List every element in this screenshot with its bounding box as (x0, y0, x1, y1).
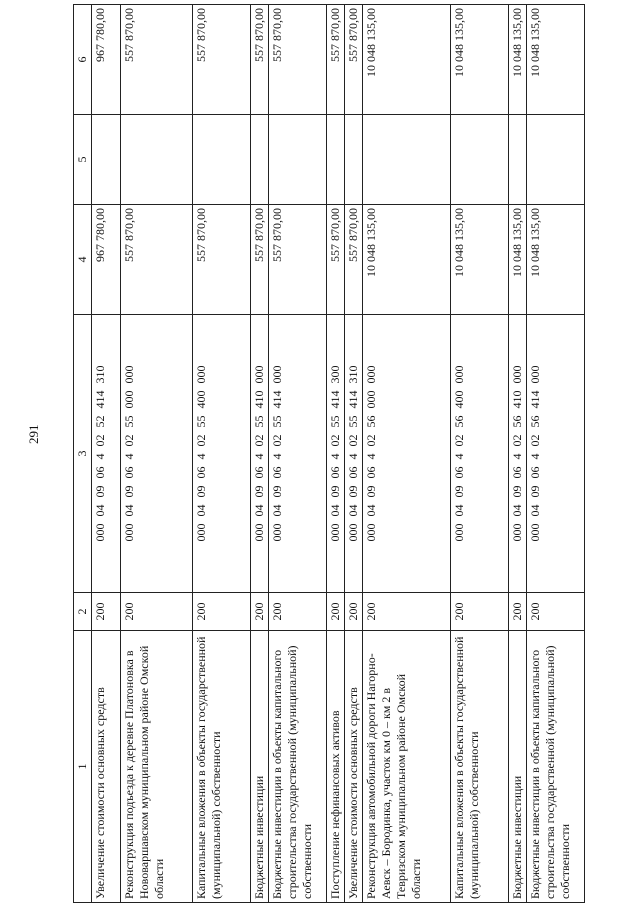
row-budget-code (327, 315, 345, 593)
column-number-4: 4 (74, 205, 92, 315)
row-change-amount (92, 115, 121, 205)
table-row (451, 5, 509, 903)
row-name: Бюджетные инвестиции в объекты капитального строительства государственной (муниципальной) собственности (269, 631, 327, 903)
row-total-amount: 10 048 135,00 (527, 5, 585, 115)
row-admin-code: 200 (121, 593, 193, 631)
row-budget-code (251, 315, 269, 593)
table-row (193, 5, 251, 903)
table-row (363, 5, 451, 903)
row-name: Бюджетные инвестиции в объекты капитального строительства государственной (муниципальной) собственности (527, 631, 585, 903)
row-plan-amount: 557 870,00 (251, 205, 269, 315)
row-name: Поступление нефинансовых активов (327, 631, 345, 903)
row-total-amount: 557 870,00 (193, 5, 251, 115)
row-budget-code-text: 000 04 09 06 4 02 56 414 000 (528, 365, 542, 542)
row-plan-amount: 557 870,00 (269, 205, 327, 315)
row-change-amount (345, 115, 363, 205)
row-budget-code-text: 000 04 09 06 4 02 55 414 000 (270, 365, 284, 542)
table-row (92, 5, 121, 903)
row-change-amount (509, 115, 527, 205)
row-name: Капитальные вложения в объекты государственной (муниципальной) собственности (451, 631, 509, 903)
row-admin-code: 200 (251, 593, 269, 631)
row-name: Увеличение стоимости основных средств (92, 631, 121, 903)
header-row (74, 5, 92, 903)
row-budget-code-text: 000 04 09 06 4 02 55 414 310 (346, 365, 360, 542)
row-plan-amount: 10 048 135,00 (363, 205, 451, 315)
budget-table (73, 4, 585, 903)
row-plan-amount: 967 780,00 (92, 205, 121, 315)
budget-table-rotated (73, 5, 572, 903)
row-total-amount: 557 870,00 (121, 5, 193, 115)
row-plan-amount: 10 048 135,00 (451, 205, 509, 315)
row-name: Реконструкция подъезда к деревне Платоновка в Нововаршавском муниципальном районе Омской области (121, 631, 193, 903)
row-budget-code (451, 315, 509, 593)
row-name: Бюджетные инвестиции (509, 631, 527, 903)
row-admin-code: 200 (363, 593, 451, 631)
row-budget-code-text: 000 04 09 06 4 02 56 410 000 (510, 365, 524, 542)
row-budget-code (92, 315, 121, 593)
row-budget-code-text: 000 04 09 06 4 02 52 414 310 (93, 365, 107, 542)
table-row (327, 5, 345, 903)
row-name: Капитальные вложения в объекты государственной (муниципальной) собственности (193, 631, 251, 903)
row-admin-code: 200 (345, 593, 363, 631)
column-number-1: 1 (74, 631, 92, 903)
row-change-amount (327, 115, 345, 205)
row-budget-code (509, 315, 527, 593)
table-row (269, 5, 327, 903)
row-name: Реконструкция автомобильной дороги Нагорно-Аевск – Бородинка, участок км 0 – км 2 в Тевризском муниципальном районе Омской области (363, 631, 451, 903)
row-change-amount (363, 115, 451, 205)
row-total-amount: 557 870,00 (327, 5, 345, 115)
row-budget-code-text: 000 04 09 06 4 02 56 000 000 (364, 365, 378, 542)
row-total-amount: 557 870,00 (251, 5, 269, 115)
row-budget-code (345, 315, 363, 593)
row-plan-amount: 557 870,00 (121, 205, 193, 315)
row-admin-code: 200 (269, 593, 327, 631)
row-admin-code: 200 (92, 593, 121, 631)
row-budget-code-text: 000 04 09 06 4 02 55 400 000 (194, 365, 208, 542)
row-admin-code: 200 (451, 593, 509, 631)
row-admin-code: 200 (193, 593, 251, 631)
row-change-amount (527, 115, 585, 205)
row-plan-amount: 557 870,00 (345, 205, 363, 315)
row-total-amount: 557 870,00 (269, 5, 327, 115)
column-number-2: 2 (74, 593, 92, 631)
table-row (121, 5, 193, 903)
row-admin-code: 200 (509, 593, 527, 631)
row-total-amount: 967 780,00 (92, 5, 121, 115)
row-total-amount: 10 048 135,00 (363, 5, 451, 115)
row-plan-amount: 557 870,00 (193, 205, 251, 315)
row-admin-code: 200 (527, 593, 585, 631)
row-budget-code (269, 315, 327, 593)
row-budget-code (363, 315, 451, 593)
table-row (527, 5, 585, 903)
row-budget-code-text: 000 04 09 06 4 02 56 400 000 (452, 365, 466, 542)
row-change-amount (121, 115, 193, 205)
row-budget-code-text: 000 04 09 06 4 02 55 410 000 (252, 365, 266, 542)
row-budget-code-text: 000 04 09 06 4 02 55 414 300 (328, 365, 342, 542)
row-budget-code-text: 000 04 09 06 4 02 55 000 000 (122, 365, 136, 542)
column-number-6: 6 (74, 5, 92, 115)
row-budget-code (121, 315, 193, 593)
row-total-amount: 557 870,00 (345, 5, 363, 115)
table-row (345, 5, 363, 903)
row-plan-amount: 557 870,00 (327, 205, 345, 315)
row-name: Бюджетные инвестиции (251, 631, 269, 903)
row-change-amount (193, 115, 251, 205)
column-number-5: 5 (74, 115, 92, 205)
row-budget-code (527, 315, 585, 593)
row-name: Увеличение стоимости основных средств (345, 631, 363, 903)
column-number-3: 3 (74, 315, 92, 593)
row-plan-amount: 10 048 135,00 (509, 205, 527, 315)
row-total-amount: 10 048 135,00 (509, 5, 527, 115)
row-total-amount: 10 048 135,00 (451, 5, 509, 115)
row-budget-code (193, 315, 251, 593)
row-change-amount (451, 115, 509, 205)
row-plan-amount: 10 048 135,00 (527, 205, 585, 315)
table-row (251, 5, 269, 903)
page-number: 291 (26, 424, 41, 444)
row-change-amount (251, 115, 269, 205)
row-change-amount (269, 115, 327, 205)
table-row (509, 5, 527, 903)
row-admin-code: 200 (327, 593, 345, 631)
